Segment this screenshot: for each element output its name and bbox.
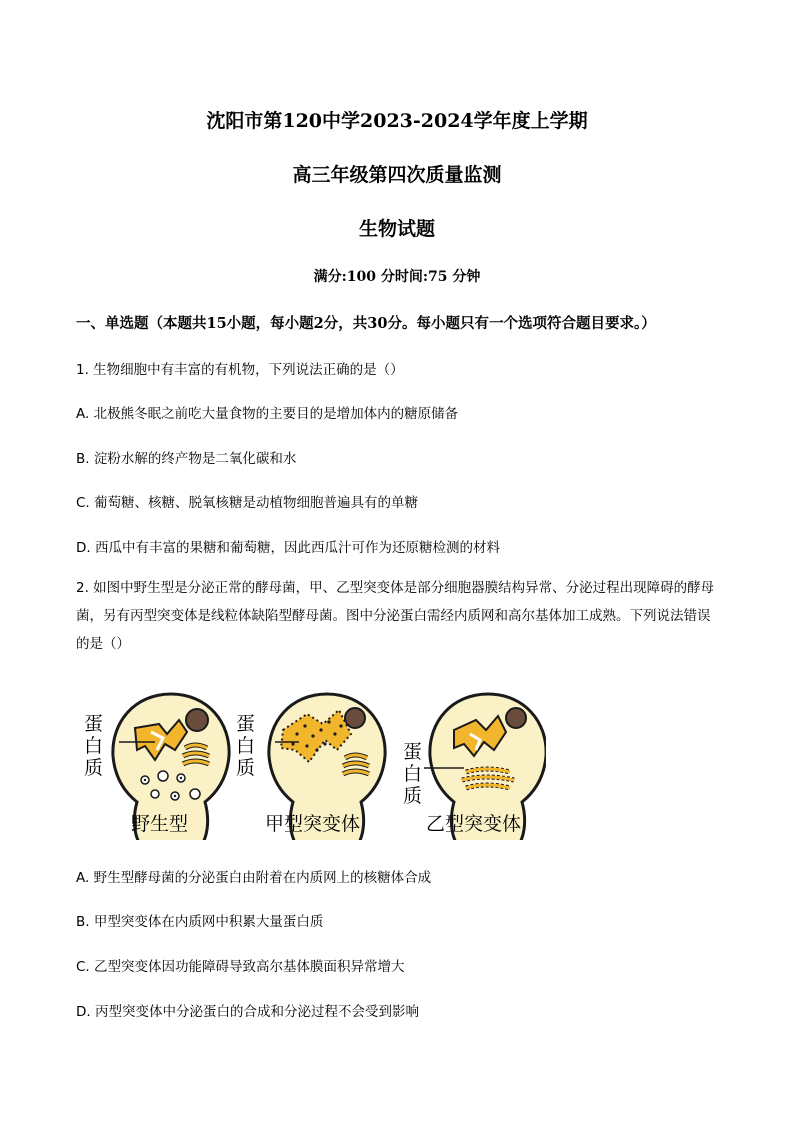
label-char: 蛋: [84, 713, 104, 735]
label-char: 白: [84, 735, 104, 757]
section-heading: 一、单选题（本题共15小题，每小题2分，共30分。每小题只有一个选项符合题目要求。）: [76, 315, 656, 332]
label-char: 质: [403, 785, 423, 807]
question-1-stem: 1. 生物细胞中有丰富的有机物，下列说法正确的是（）: [76, 362, 404, 378]
caption-type-b-mutant: 乙型突变体: [426, 813, 522, 835]
caption-type-a-mutant: 甲型突变体: [265, 813, 361, 835]
type-a-protein-label: [236, 713, 255, 779]
exam-meta: 满分:100 分时间:75 分钟: [313, 269, 481, 285]
label-char: 质: [84, 757, 104, 779]
label-char: 蛋: [403, 741, 423, 763]
question-1-option-a: A. 北极熊冬眠之前吃大量食物的主要目的是增加体内的糖原储备: [76, 406, 459, 422]
question-2-option-a: A. 野生型酵母菌的分泌蛋白由附着在内质网上的核糖体合成: [76, 870, 432, 886]
exam-subject-title: 生物试题: [358, 218, 435, 240]
type-b-protein-label: [403, 741, 422, 807]
question-2-option-c: C. 乙型突变体因功能障碍导致高尔基体膜面积异常增大: [76, 959, 405, 975]
question-1-option-c: C. 葡萄糖、核糖、脱氧核糖是动植物细胞普遍具有的单糖: [76, 495, 419, 511]
wild-type-protein-label: [84, 713, 103, 779]
exam-school-title: 沈阳市第120中学2023-2024学年度上学期: [206, 110, 588, 132]
question-2-option-b: B. 甲型突变体在内质网中积累大量蛋白质: [76, 914, 324, 930]
secretion-mutant-figure: [76, 680, 546, 840]
label-char: 白: [236, 735, 256, 757]
question-2-stem: 2. 如图中野生型是分泌正常的酵母菌，甲、乙型突变体是部分细胞器膜结构异常、分泌过程出现障碍的酵母菌，另有丙型突变体是线粒体缺陷型酵母菌。图中分泌蛋白需经内质网和高尔基体加工成熟。下列说法错误的是（）: [76, 580, 715, 652]
label-char: 白: [403, 763, 423, 785]
exam-grade-title: 高三年级第四次质量监测: [292, 164, 502, 186]
label-char: 质: [236, 757, 256, 779]
question-1-option-b: B. 淀粉水解的终产物是二氧化碳和水: [76, 451, 297, 467]
label-char: 蛋: [236, 713, 256, 735]
question-2-option-d: D. 丙型突变体中分泌蛋白的合成和分泌过程不会受到影响: [76, 1004, 419, 1020]
question-1-option-d: D. 西瓜中有丰富的果糖和葡萄糖，因此西瓜汁可作为还原糖检测的材料: [76, 540, 500, 556]
caption-wild-type: 野生型: [131, 813, 189, 835]
